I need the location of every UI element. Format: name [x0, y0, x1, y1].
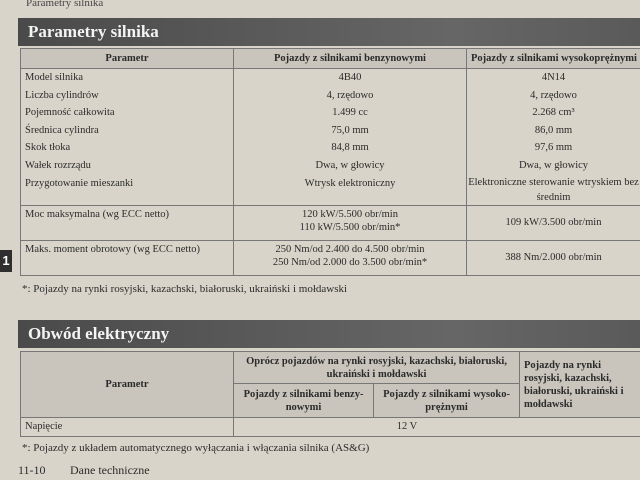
table-header-petrol: Pojazdy z silnikami benzynowymi	[234, 49, 467, 69]
section-title-bar	[18, 18, 640, 46]
row-label: Liczba cylindrów	[25, 89, 99, 101]
power-diesel: 109 kW/3.500 obr/min	[467, 205, 640, 240]
engine-footnote: *: Pojazdy na rynki rosyjski, kazachski, białoruski, ukraiński i mołdawski	[22, 283, 348, 295]
cell-value: 110 kW/5.500 obr/min*	[299, 221, 401, 233]
row-label: Pojemność całkowita	[25, 107, 115, 119]
section-title: Obwód elektryczny	[28, 324, 170, 343]
row-label: Wałek rozrządu	[25, 159, 91, 171]
param-labels	[21, 69, 234, 206]
cell-value: Dwa, w głowicy	[315, 159, 385, 171]
table-header-group: Oprócz pojazdów na rynki rosyjski, kazachski, białoruski, ukraiński i mołdawski	[234, 352, 520, 384]
cell-value: 75,0 mm	[331, 124, 369, 136]
table-header-param: Parametr	[21, 49, 234, 69]
power-label: Moc maksymalna (wg ECC netto)	[21, 205, 234, 240]
running-header: Parametry silnika	[26, 0, 104, 9]
section-title-bar	[18, 320, 640, 348]
cell-value: Elektroniczne sterowanie wtryskiem bez średnim	[468, 176, 639, 203]
electrical-footnote: *: Pojazdy z układem automatycznego wyłączania i włączania silnika (AS&G)	[22, 442, 370, 454]
engine-parameters-table	[20, 48, 640, 276]
electrical-table	[20, 351, 640, 437]
cell-value: 4B40	[338, 72, 362, 83]
voltage-value: 12 V	[234, 418, 640, 437]
table-header-petrol: Pojazdy z silnikami benzy-nowymi	[234, 384, 374, 418]
row-label: Przygotowanie mieszanki	[25, 177, 134, 189]
table-header-diesel: Pojazdy z silnikami wysokoprężnymi	[467, 49, 640, 69]
cell-value: 86,0 mm	[534, 124, 573, 136]
table-header-param: Parametr	[21, 352, 234, 418]
torque-petrol	[234, 240, 467, 275]
cell-value: 2.268 cm³	[532, 107, 575, 119]
cell-value: 1.499 cc	[332, 107, 368, 119]
row-label: Model silnika	[25, 72, 84, 83]
torque-label: Maks. moment obrotowy (wg ECC netto)	[21, 240, 234, 275]
cell-value: 97,6 mm	[534, 142, 573, 154]
cell-value: 250 Nm/od 2.400 do 4.500 obr/min	[275, 243, 425, 255]
row-label: Średnica cylindra	[25, 124, 99, 136]
chapter-title: Dane techniczne	[70, 463, 150, 477]
petrol-values	[234, 69, 467, 206]
chapter-tab-marker: 1	[0, 250, 12, 272]
torque-diesel: 388 Nm/2.000 obr/min	[467, 240, 640, 275]
power-petrol	[234, 205, 467, 240]
cell-value: 250 Nm/od 2.000 do 3.500 obr/min*	[272, 256, 428, 268]
section-title: Parametry silnika	[28, 22, 159, 41]
table-header-markets: Pojazdy na rynki rosyjski, kazachski, białoruski, ukraiński i mołdawski	[520, 352, 640, 418]
cell-value: 4N14	[541, 72, 566, 83]
cell-value: 4, rzędowo	[530, 89, 577, 101]
diesel-values	[467, 69, 640, 206]
cell-value: 120 kW/5.500 obr/min	[302, 208, 398, 220]
cell-value: 84,8 mm	[331, 142, 369, 154]
page-number: 11-10	[18, 463, 46, 477]
row-label: Skok tłoka	[25, 142, 71, 154]
cell-value: 4, rzędowo	[326, 89, 374, 101]
voltage-label: Napięcie	[21, 418, 234, 437]
cell-value: Dwa, w głowicy	[518, 159, 589, 171]
cell-value: Wtrysk elektroniczny	[304, 177, 396, 189]
table-header-diesel: Pojazdy z silnikami wysoko-prężnymi	[374, 384, 520, 418]
